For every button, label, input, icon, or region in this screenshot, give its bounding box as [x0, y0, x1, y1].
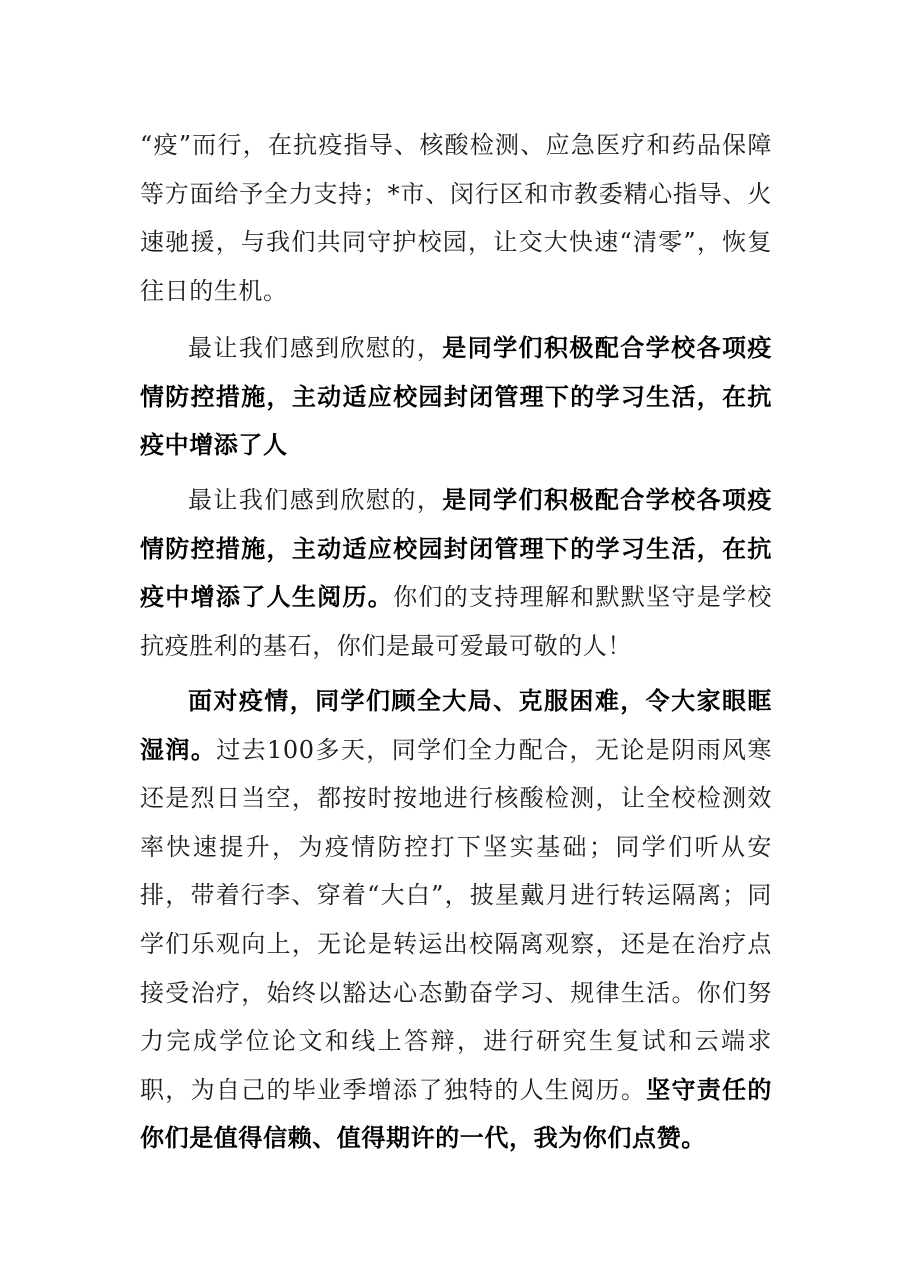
paragraph-2 — [140, 324, 772, 470]
paragraph-1 — [140, 121, 772, 315]
paragraph-1-text: “疫”而行，在抗疫指导、核酸检测、应急医疗和药品保障等方面给予全力支持；*市、闵行区和市教委精心指导、火速驰援，与我们共同守护校园，让交大快速“清零”，恢复往日的生机。 — [140, 131, 772, 305]
paragraph-3-text-2: 你们的支持理解和默默坚守是学校抗疫胜利的基石，你们是最可爱最可敬的人！ — [140, 583, 773, 660]
paragraph-3 — [140, 476, 772, 670]
paragraph-3-text: 最让我们感到欣慰的， — [188, 486, 443, 514]
paragraph-4-text: 过去100多天，同学们全力配合，无论是阴雨风寒还是烈日当空，都按时按地进行核酸检测，让全校检测效率快速提升，为疫情防控打下坚实基础；同学们听从安排，带着行李、穿着“大白”，披星戴月进行转运隔离；同学们乐观向上，无论是转运出校隔离观察，还是在治疗点接受治疗，始终以豁达心态勤奋学习、规律生活。你们努力完成学位论文和线上答辩，进行研究生复试和云端求职，为自己的毕业季增添了独特的人生阅历。 — [140, 735, 772, 1104]
paragraph-2-text: 最让我们感到欣慰的， — [188, 334, 443, 362]
paragraph-4-bold-text: 面对疫情，同学们顾全大局、克服困难，令大家眼眶湿润。 — [140, 687, 772, 764]
paragraph-4 — [140, 677, 772, 1163]
paragraph-2-bold-text: 是同学们积极配合学校各项疫情防控措施，主动适应校园封闭管理下的学习生活，在抗疫中增添了人 — [140, 334, 773, 460]
paragraph-3-bold-text: 是同学们积极配合学校各项疫情防控措施，主动适应校园封闭管理下的学习生活，在抗疫中增添了人生阅历。 — [140, 486, 773, 612]
paragraph-4-bold-text-2: 坚守责任的你们是值得信赖、值得期许的一代，我为你们点赞。 — [140, 1075, 773, 1153]
